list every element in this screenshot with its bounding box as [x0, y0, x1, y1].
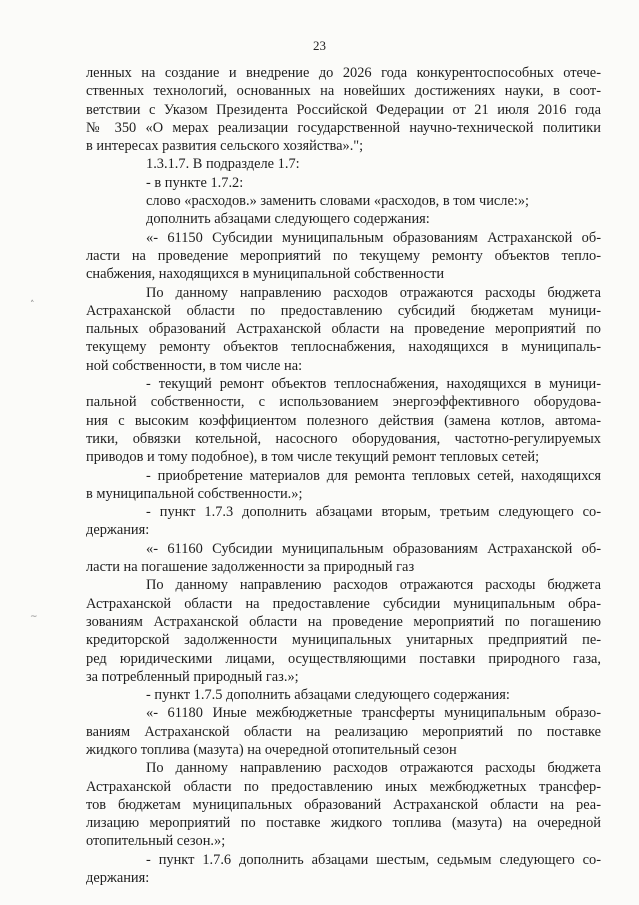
paragraph — [86, 64, 601, 155]
text-line: зованиям Астраханской области на проведение мероприятий по погашению — [86, 613, 601, 630]
paragraph — [86, 759, 601, 850]
text-line: тики, обвязки котельной, насосного оборудования, частотно-регулируемых — [86, 430, 601, 447]
text-line: ласти на проведение мероприятий по текущему ремонту объектов тепло- — [86, 247, 601, 264]
text-line: «- 61150 Субсидии муниципальным образованиям Астраханской об- — [146, 229, 601, 246]
text-line: - пункт 1.7.6 дополнить абзацами шестым, седьмым следующего со- — [146, 851, 601, 868]
paragraph — [86, 686, 601, 704]
text-line: кредиторской задолженности муниципальных унитарных предприятий пе- — [86, 632, 601, 649]
text-line: пальных образований Астраханской области на проведение мероприятий по — [86, 321, 601, 338]
text-line: По данному направлению расходов отражаются расходы бюджета — [146, 760, 601, 777]
text-line: По данному направлению расходов отражаются расходы бюджета — [146, 577, 601, 594]
text-line: за потребленный природный газ.»; — [86, 668, 299, 685]
text-line: ния с высоким коэффициентом полезного действия (замена котлов, автома- — [86, 412, 601, 429]
text-line: - пункт 1.7.5 дополнить абзацами следующего содержания: — [146, 687, 510, 704]
text-line: отопительный сезон.»; — [86, 833, 226, 850]
text-line: слово «расходов.» заменить словами «расходов, в том числе:»; — [146, 193, 530, 210]
text-line: жидкого топлива (мазута) на очередной отопительный сезон — [86, 741, 457, 758]
text-line: - в пункте 1.7.2: — [146, 174, 244, 191]
text-line: 1.3.1.7. В подразделе 1.7: — [146, 156, 300, 173]
text-line: в муниципальной собственности.»; — [86, 485, 303, 502]
text-line: № 350 «О мерах реализации государственной научно-технической политики — [86, 119, 601, 136]
paragraph — [86, 576, 601, 686]
text-line: «- 61180 Иные межбюджетные трансферты муниципальным образо- — [146, 705, 601, 722]
text-line: приводов и тому подобное), в том числе текущий ремонт тепловых сетей; — [86, 449, 540, 466]
text-line: Астраханской области по предоставлению иных межбюджетных трансфер- — [86, 778, 601, 795]
text-line: ной собственности, в том числе на: — [86, 357, 303, 374]
text-line: снабжения, находящихся в муниципальной собственности — [86, 266, 445, 283]
text-line: По данному направлению расходов отражаются расходы бюджета — [146, 284, 601, 301]
text-line: Астраханской области по предоставлению субсидий бюджетам муници- — [86, 302, 601, 319]
paragraph — [86, 192, 601, 210]
document-body — [86, 64, 601, 887]
text-line: держания: — [86, 522, 150, 539]
text-line: ред юридическими лицами, осуществляющими поставки природного газа, — [86, 650, 601, 667]
text-line: «- 61160 Субсидии муниципальным образованиям Астраханской об- — [146, 540, 601, 557]
text-line: ственных технологий, основанных на новейших достижениях науки, в соот- — [86, 83, 601, 100]
margin-mark: ~ — [30, 612, 38, 622]
text-line: - приобретение материалов для ремонта тепловых сетей, находящихся — [146, 467, 601, 484]
text-line: в интересах развития сельского хозяйства»."; — [86, 138, 364, 155]
paragraph — [86, 503, 601, 540]
text-line: Астраханской области на предоставление субсидии муниципальным обра- — [86, 595, 601, 612]
text-line: тов бюджетам муниципальных образований Астраханской области на реа- — [86, 796, 601, 813]
paragraph — [86, 155, 601, 173]
paragraph — [86, 375, 601, 466]
paragraph — [86, 229, 601, 284]
text-line: лизацию мероприятий по поставке жидкого топлива (мазута) на очередной — [86, 815, 601, 832]
text-line: - текущий ремонт объектов теплоснабжения, находящихся в муници- — [146, 376, 601, 393]
page-number: 23 — [313, 38, 326, 53]
paragraph — [86, 284, 601, 375]
paragraph — [86, 851, 601, 888]
paragraph — [86, 540, 601, 577]
text-line: текущему ремонту объектов теплоснабжения, находящихся в муниципаль- — [86, 339, 601, 356]
paragraph — [86, 467, 601, 504]
paragraph — [86, 704, 601, 759]
text-line: ветствии с Указом Президента Российской Федерации от 21 июля 2016 года — [86, 101, 601, 118]
text-line: - пункт 1.7.3 дополнить абзацами вторым, третьим следующего со- — [146, 504, 601, 521]
text-line: держания: — [86, 870, 150, 887]
text-line: дополнить абзацами следующего содержания: — [146, 211, 430, 228]
text-line: пальной собственности, с использованием энергоэффективного оборудова- — [86, 394, 601, 411]
text-line: ваниям Астраханской области на реализацию мероприятий по поставке — [86, 723, 601, 740]
paragraph — [86, 210, 601, 228]
paragraph — [86, 174, 601, 192]
text-line: ленных на создание и внедрение до 2026 года конкурентоспособных отече- — [86, 65, 601, 81]
text-line: ласти на погашение задолженности за природный газ — [86, 559, 415, 576]
margin-mark: ˄ — [30, 300, 35, 310]
